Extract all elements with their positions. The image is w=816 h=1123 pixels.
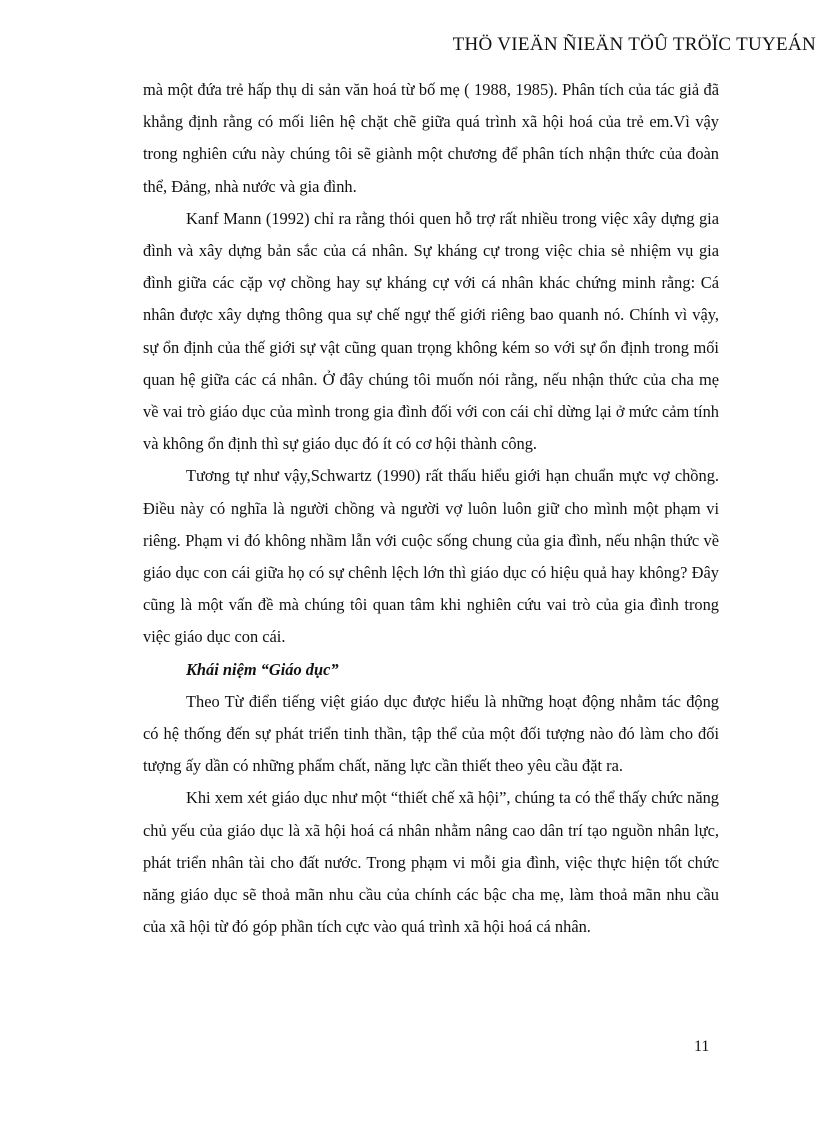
page-number: 11 <box>694 1038 710 1055</box>
paragraph-definition: Theo Từ điển tiếng việt giáo dục được hiểu là những hoạt động nhằm tác động có hệ thống đến sự phát triển tinh thần, tập thể của một đối tượng nào đó làm cho đối tượng ấy dần có những phẩm chất, năng lực cần thiết theo yêu cầu đặt ra. <box>143 691 719 776</box>
paragraph-continuation: mà một đứa trẻ hấp thụ di sản văn hoá từ bố mẹ ( 1988, 1985). Phân tích của tác giả đã khẳng định rằng có mối liên hệ chặt chẽ giữa quá trình xã hội hoá của trẻ em.Vì vậy trong nghiên cứu này chúng tôi sẽ giành một chương để phân tích nhận thức của đoàn thể, Đảng, nhà nước và gia đình. <box>143 80 719 196</box>
paragraph-kanf-mann: Kanf Mann (1992) chỉ ra rằng thói quen hỗ trợ rất nhiều trong việc xây dựng gia đình và xây dựng bản sắc của cá nhân. Sự kháng cự trong việc chia sẻ nhiệm vụ gia đình giữa các cặp vợ chồng hay sự kháng cự với cá nhân khác chứng minh rằng: Cá nhân được xây dựng thông qua sự chế ngự thế giới riêng bao quanh nó. Chính vì vậy, sự ổn định của thế giới sự vật cũng quan trọng không kém so với sự ổn định trong mối quan hệ giữa các cá nhân. Ở đây chúng tôi muốn nói rằng, nếu nhận thức của cha mẹ về vai trò giáo dục của mình trong gia đình đối với con cái chỉ dừng lại ở mức cảm tính và không ổn định thì sự giáo dục đó ít có cơ hội thành công. <box>143 208 719 454</box>
paragraph-schwartz: Tương tự như vậy,Schwartz (1990) rất thấu hiểu giới hạn chuẩn mực vợ chồng. Điều này có nghĩa là người chồng và người vợ luôn luôn giữ cho mình một phạm vi riêng. Phạm vi đó không nhầm lẫn với cuộc sống chung của gia đình, nếu nhận thức về giáo dục con cái giữa họ có sự chênh lệch lớn thì giáo dục có hiệu quả hay không? Đây cũng là một vấn đề mà chúng tôi quan tâm khi nghiên cứu vai trò của gia đình trong việc giáo dục con cái. <box>143 466 719 647</box>
section-heading-giao-duc: Khái niệm “Giáo dục” <box>186 659 339 679</box>
paragraph-social-institution: Khi xem xét giáo dục như một “thiết chế xã hội”, chúng ta có thể thấy chức năng chủ yếu của giáo dục là xã hội hoá cá nhân nhằm nâng cao dân trí tạo nguồn nhân lực, phát triển nhân tài cho đất nước. Trong phạm vi mỗi gia đình, việc thực hiện tốt chức năng giáo dục sẽ thoả mãn nhu cầu của chính các bậc cha mẹ, làm thoả mãn nhu cầu của xã hội từ đó góp phần tích cực vào quá trình xã hội hoá cá nhân. <box>143 788 719 937</box>
document-body <box>143 74 719 943</box>
page-header-title: THÖ VIEÄN ÑIEÄN TÖÛ TRÖÏC TUYEÁN <box>452 34 816 55</box>
